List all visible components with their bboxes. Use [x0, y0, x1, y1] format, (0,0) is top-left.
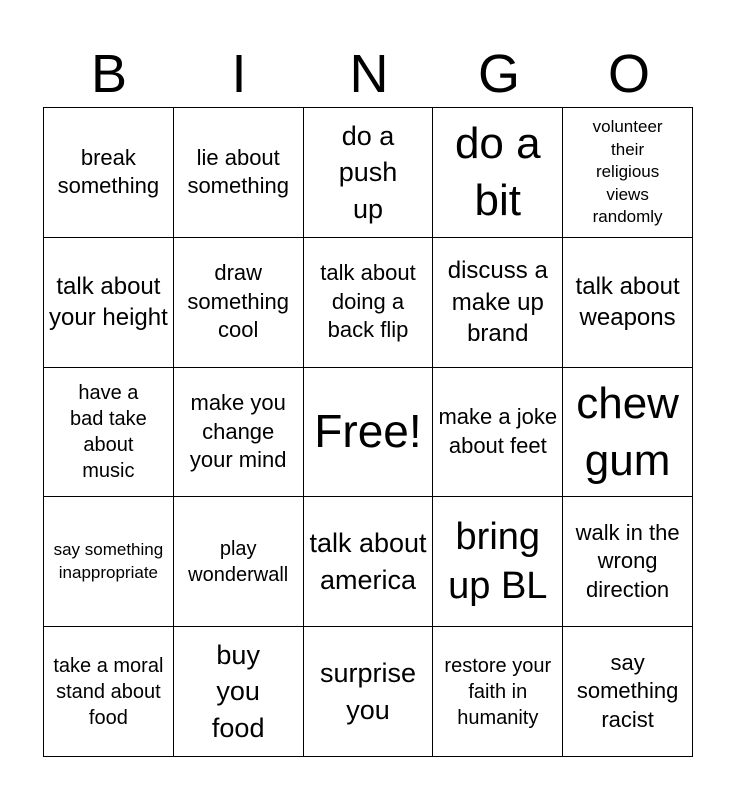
cell-text: have a bad take about music [70, 381, 147, 482]
bingo-cell-r4c0[interactable] [44, 627, 174, 757]
bingo-cell-r3c4[interactable] [563, 497, 693, 627]
cell-text: volunteer their religious views randomly [592, 117, 663, 227]
cell-text: talk about america [309, 528, 427, 595]
bingo-cell-r3c0[interactable] [44, 497, 174, 627]
cell-text: surprise you [319, 658, 416, 725]
cell-text: bring up BL [448, 516, 548, 607]
bingo-cell-r1c2[interactable] [304, 238, 434, 368]
bingo-cell-r4c1[interactable] [174, 627, 304, 757]
bingo-cell-r1c0[interactable] [44, 238, 174, 368]
bingo-cell-r3c1[interactable] [174, 497, 304, 627]
bingo-cell-r4c2[interactable] [304, 627, 434, 757]
bingo-cell-r4c3[interactable] [433, 627, 563, 757]
cell-text: talk about weapons [575, 273, 680, 332]
cell-text: walk in the wrong direction [575, 519, 680, 603]
cell-text: chew gum [576, 378, 679, 485]
bingo-cell-r2c0[interactable] [44, 368, 174, 498]
bingo-cell-r3c3[interactable] [433, 497, 563, 627]
bingo-header [44, 40, 694, 108]
bingo-cell-r2c3[interactable] [433, 368, 563, 498]
cell-text: lie about something [187, 144, 289, 199]
bingo-card-grid [43, 107, 693, 757]
cell-text: make you change your mind [189, 390, 287, 473]
header-letter-b: B [90, 44, 128, 104]
cell-text: break something [57, 144, 160, 199]
bingo-cell-r2c4[interactable] [563, 368, 693, 498]
cell-text: draw something cool [187, 260, 289, 343]
bingo-cell-r0c0[interactable] [44, 108, 174, 238]
bingo-cell-r0c1[interactable] [174, 108, 304, 238]
cell-text: say something racist [576, 649, 679, 732]
bingo-cell-r4c4[interactable] [563, 627, 693, 757]
cell-text: say something inappropriate [53, 540, 164, 582]
cell-text: take a moral stand about food [53, 654, 164, 729]
bingo-cell-r0c4[interactable] [563, 108, 693, 238]
cell-text: restore your faith in humanity [444, 654, 552, 729]
bingo-cell-r1c4[interactable] [563, 238, 693, 368]
cell-text: discuss a make up brand [447, 257, 548, 347]
bingo-cell-r0c2[interactable] [304, 108, 434, 238]
header-letter-o: O [607, 44, 650, 104]
cell-text: do a bit [454, 119, 541, 226]
bingo-cell-r2c2[interactable] [304, 368, 434, 498]
cell-text: make a joke about feet [438, 404, 558, 458]
header-letter-n: N [349, 44, 389, 104]
bingo-cell-r1c3[interactable] [433, 238, 563, 368]
cell-text: talk about doing a back flip [320, 260, 416, 343]
bingo-cell-r0c3[interactable] [433, 108, 563, 238]
cell-text: do a push up [338, 120, 398, 224]
free-space: Free! [314, 405, 422, 458]
cell-text: buy you food [211, 639, 265, 743]
bingo-cell-r2c1[interactable] [174, 368, 304, 498]
cell-text: play wonderwall [188, 537, 289, 586]
bingo-cell-r1c1[interactable] [174, 238, 304, 368]
header-letter-i: I [231, 44, 247, 104]
bingo-cell-r3c2[interactable] [304, 497, 434, 627]
cell-text: talk about your height [49, 273, 168, 332]
header-letter-g: G [477, 44, 520, 104]
